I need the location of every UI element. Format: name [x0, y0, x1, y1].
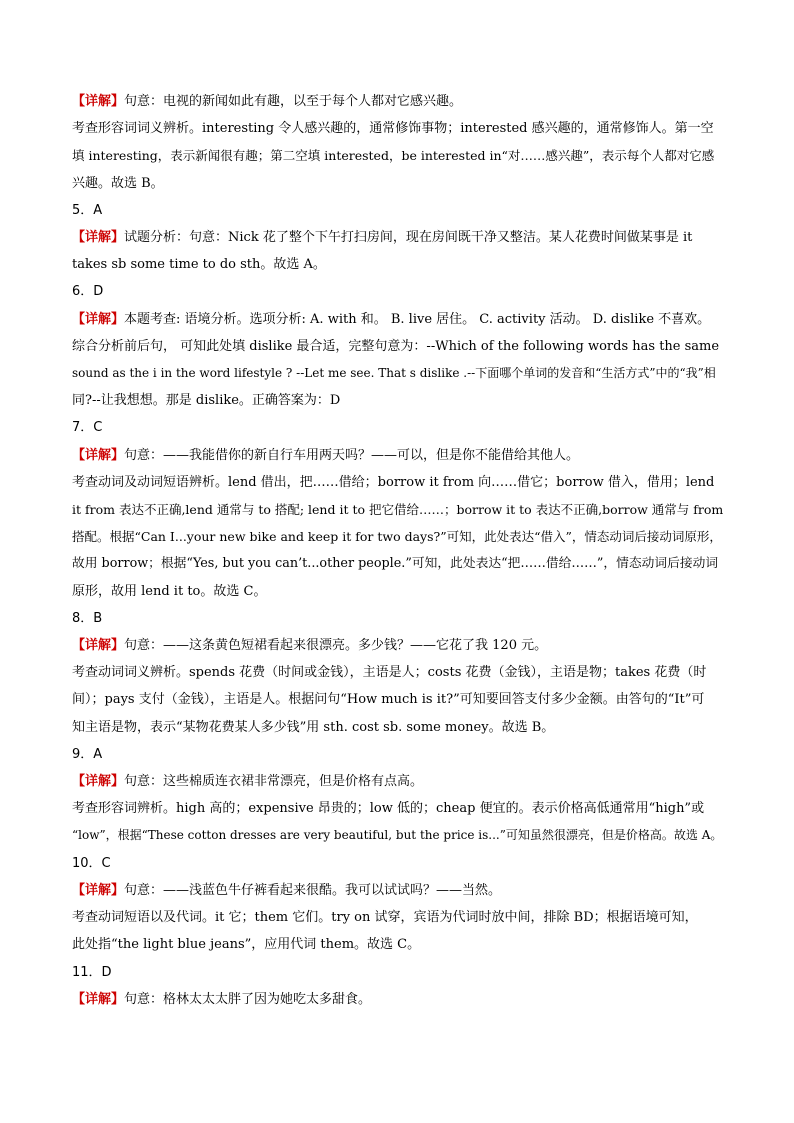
explanation-line [72, 877, 724, 904]
line-text: sound as the i in the word lifestyle ? --Let me see. That s dislike .--下面哪个单词的发音和“生活方式”中的“我”相 [72, 366, 716, 381]
detail-tag: 【详解】 [72, 882, 125, 898]
text-line [72, 795, 724, 822]
detail-tag: 【详解】 [72, 230, 125, 246]
question-number [72, 278, 724, 305]
line-text: 11．D [72, 964, 112, 980]
explanation-line [72, 986, 724, 1013]
text-line [72, 469, 724, 496]
line-text: 9．A [72, 746, 103, 762]
line-text: 同?--让我想想。那是 dislike。正确答案为：D [72, 393, 341, 409]
line-text: 考查形容词词义辨析。interesting 令人感兴趣的，通常修饰事物；interested 感兴趣的，通常修饰人。第一空 [72, 121, 714, 137]
text-line [72, 170, 724, 197]
detail-tag: 【详解】 [72, 638, 125, 654]
line-text: 知主语是物，表示“某物花费某人多少钱”用 sth. cost sb. some money。故选 B。 [72, 719, 555, 735]
line-text: 搭配。根据“Can I...your new bike and keep it for two days?”可知，此处表达“借入”，情态动词后接动词原形， [72, 529, 722, 545]
line-text: takes sb some time to do sth。故选 A。 [72, 257, 326, 273]
line-text: 10．C [72, 855, 111, 871]
question-number [72, 605, 724, 632]
detail-tag: 【详解】 [72, 94, 125, 109]
question-number [72, 414, 724, 441]
line-text: 综合分析前后句， 可知此处填 dislike 最合适，完整句意为：--Which of the following words has the same [72, 338, 720, 354]
line-text: 填 interesting，表示新闻很有趣；第二空填 interested，be interested in“对……感兴趣”，表示每个人都对它感 [72, 148, 715, 164]
detail-tag: 【详解】 [72, 991, 125, 1007]
explanation-line [72, 442, 724, 469]
line-text: 本题考查: 语境分析。选项分析: A. with 和。 B. live 居住。 C. activity 活动。 D. dislike 不喜欢。 [124, 311, 711, 327]
question-number [72, 850, 724, 877]
line-text: 原形，故用 lend it to。故选 C。 [72, 583, 267, 599]
line-text: 7．C [72, 420, 103, 436]
line-text: 间）；pays 支付（金钱），主语是人。根据问句“How much is it?”可知要回答支付多少金额。由答句的“It”可 [72, 692, 705, 708]
line-text: 试题分析：句意：Nick 花了整个下午打扫房间，现在房间既干净又整洁。某人花费时间做某事是 it [124, 230, 693, 246]
text-line [72, 333, 724, 360]
line-text: 句意：电视的新闻如此有趣，以至于每个人都对它感兴趣。 [124, 94, 463, 109]
detail-tag: 【详解】 [72, 311, 125, 327]
text-line [72, 387, 724, 414]
text-line [72, 686, 724, 713]
line-text: 6．D [72, 284, 104, 300]
text-line [72, 523, 724, 550]
text-line [72, 822, 724, 849]
text-line [72, 931, 724, 958]
line-text: 句意：——我能借你的新自行车用两天吗？——可以，但是你不能借给其他人。 [124, 447, 580, 463]
detail-tag: 【详解】 [72, 447, 125, 463]
text-line [72, 115, 724, 142]
line-text: it from 表达不正确,lend 通常与 to 搭配; lend it to 把它借给……；borrow it to 表达不正确,borrow 通常与 from [72, 502, 724, 518]
line-text: 此处指“the light blue jeans”，应用代词 them。故选 C。 [72, 937, 421, 953]
line-text: 5．A [72, 202, 103, 218]
line-text: 考查动词及动词短语辨析。lend 借出，把……借给；borrow it from 向……借它；borrow 借入，借用；lend [72, 474, 715, 490]
line-text: 故用 borrow；根据“Yes, but you can’t...other people.”可知，此处表达“把……借给……”，情态动词后接动词 [72, 556, 719, 572]
explanation-line [72, 306, 724, 333]
text-line [72, 360, 724, 387]
line-text: 句意：——这条黄色短裙看起来很漂亮。多少钱？——它花了我 120 元。 [124, 638, 548, 654]
line-text: 句意：这些棉质连衣裙非常漂亮，但是价格有点高。 [124, 774, 424, 790]
explanation-line [72, 224, 724, 251]
text-line [72, 142, 724, 169]
line-text: 句意：格林太太太胖了因为她吃太多甜食。 [124, 991, 372, 1007]
line-text: “low”，根据“These cotton dresses are very beautiful, but the price is...”可知虽然很漂亮，但是价格高。故选 A。 [72, 828, 723, 843]
question-number [72, 741, 724, 768]
text-line [72, 714, 724, 741]
explanation-line [72, 632, 724, 659]
question-number [72, 959, 724, 986]
text-line [72, 578, 724, 605]
text-line [72, 550, 724, 577]
text-line [72, 496, 724, 523]
line-text: 考查动词短语以及代词。it 它；them 它们。try on 试穿，宾语为代词时放中间，排除 BD；根据语境可知， [72, 910, 698, 926]
detail-tag: 【详解】 [72, 774, 125, 790]
line-text: 兴趣。故选 B。 [72, 175, 164, 191]
question-number [72, 197, 724, 224]
line-text: 句意：——浅蓝色牛仔裤看起来很酷。我可以试试吗？——当然。 [124, 882, 502, 898]
explanation-line [72, 768, 724, 795]
answer-document [72, 88, 724, 1013]
text-line [72, 251, 724, 278]
line-text: 考查动词词义辨析。spends 花费（时间或金钱），主语是人；costs 花费（金钱），主语是物；takes 花费（时 [72, 665, 707, 681]
text-line [72, 904, 724, 931]
explanation-line [72, 88, 724, 115]
line-text: 8．B [72, 610, 103, 626]
text-line [72, 659, 724, 686]
line-text: 考查形容词辨析。high 高的；expensive 昂贵的；low 低的；cheap 便宜的。表示价格高低通常用“high”或 [72, 801, 705, 817]
